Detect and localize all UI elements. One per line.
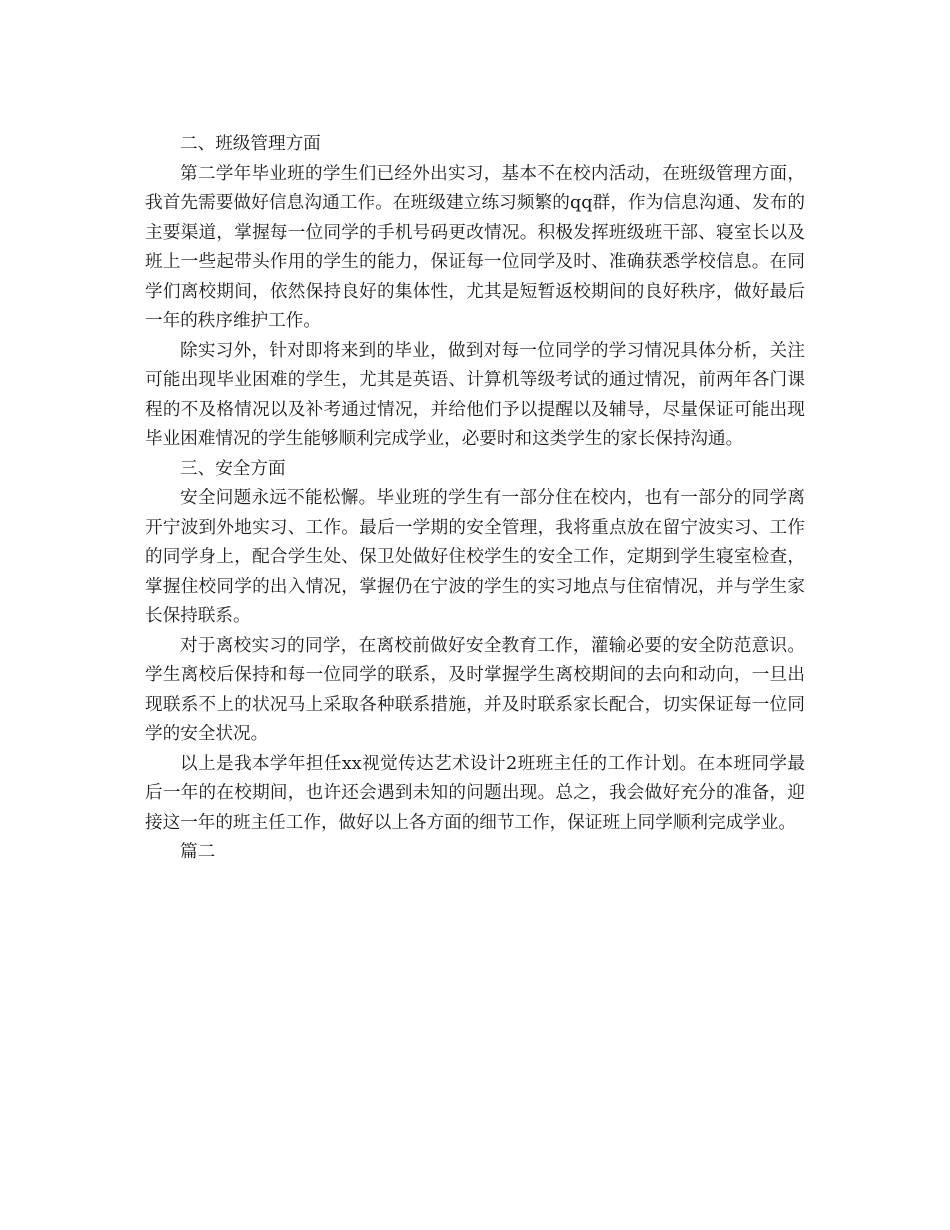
paragraph-summary: 以上是我本学年担任xx视觉传达艺术设计2班班主任的工作计划。在本班同学最后一年的在校期间，也许还会遇到未知的问题出现。总之，我会做好充分的准备，迎接这一年的班主任工作，做好以上各方面的细节工作，保证班上同学顺利完成学业。	[145, 753, 805, 833]
paragraph-campus-safety: 安全问题永远不能松懈。毕业班的学生有一部分住在校内，也有一部分的同学离开宁波到外地实习、工作。最后一学期的安全管理，我将重点放在留宁波实习、工作的同学身上，配合学生处、保卫处做好住校学生的安全工作，定期到学生寝室检查，掌握住校同学的出入情况，掌握仍在宁波的学生的实习地点与住宿情况，并与学生家长保持联系。	[145, 488, 805, 626]
paragraph-offcampus-safety: 对于离校实习的同学，在离校前做好安全教育工作，灌输必要的安全防范意识。学生离校后保持和每一位同学的联系，及时掌握学生离校期间的去向和动向，一旦出现联系不上的状况马上采取各种联系措施，并及时联系家长配合，切实保证每一位同学的安全状况。	[145, 635, 805, 744]
section-heading-safety: 三、安全方面	[180, 458, 286, 479]
document-body	[145, 130, 805, 868]
section-heading-class-management: 二、班级管理方面	[180, 134, 321, 154]
paragraph-graduation-support: 除实习外，针对即将来到的毕业，做到对每一位同学的学习情况具体分析，关注可能出现毕业困难的学生，尤其是英语、计算机等级考试的通过情况，前两年各门课程的不及格情况以及补考通过情况，并给他们予以提醒以及辅导，尽量保证可能出现毕业困难情况的学生能够顺利完成学业，必要时和这类学生的家长保持沟通。	[145, 340, 805, 449]
paragraph-communication: 第二学年毕业班的学生们已经外出实习，基本不在校内活动，在班级管理方面，我首先需要做好信息沟通工作。在班级建立练习频繁的qq群，作为信息沟通、发布的主要渠道，掌握每一位同学的手机号码更改情况。积极发挥班级班干部、寝室长以及班上一些起带头作用的学生的能力，保证每一位同学及时、准确获悉学校信息。在同学们离校期间，依然保持良好的集体性，尤其是短暂返校期间的良好秩序，做好最后一年的秩序维护工作。	[145, 163, 805, 331]
section-heading-part-two: 篇二	[180, 842, 216, 862]
